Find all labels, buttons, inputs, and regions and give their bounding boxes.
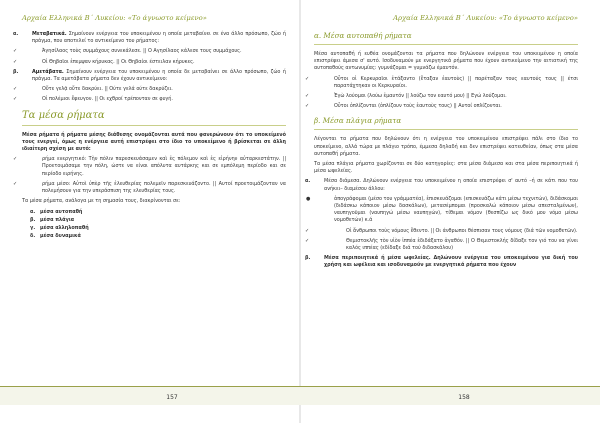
list-item [22,208,286,216]
example-line [13,48,286,55]
example-line [13,96,286,103]
example-text: Οὔτε γελᾷ οὔτε δακρύει. || Ούτε γελά ούτε δακρύζει. [42,86,173,93]
example-line [305,93,578,100]
section-title-autopathi: α. Μέσα αυτοπαθή ρήματα [314,31,412,40]
check-icon: ✓ [13,58,18,65]
types-intro: Τα μέσα ρήματα, ανάλογα με τη σημασία τους, διακρίνονται σε: [22,198,181,205]
example-text: Οἱ Θηβαῖοι ἐπεμψαν κήρυκας. || Οι Θηβαίοι έστειλαν κήρυκες. [42,58,195,65]
list-item [22,224,286,232]
example-line [305,103,578,110]
check-icon: ✓ [13,96,18,103]
section-b-text: Λέγονται τα ρήματα που δηλώνουν ότι η ενέργεια του υποκειμένου επιστρέφει πάλι στο ίδιο το υποκείμενο, αλλά τώρα με πλάγιο τρόπο, έμμεσα δηλαδή και δεν επιστρέφει κατευθείαν, όπως στα μέσα αυτοπαθή ρήματα. [314,136,578,157]
example-line [13,180,286,195]
check-icon: ✓ [305,93,310,100]
example-text: Οὗτοι ὁπλίζονται (ὁπλίζουν τοὺς ἑαυτοὺς τους) || Αυτοί οπλίζονται. [334,103,502,110]
check-icon: ✓ [13,48,18,55]
example-text: Ἐγὼ λούομαι (λούω ἐμαυτόν || λούζω τον εαυτό μου) || Εγώ λούζομαι. [334,93,507,100]
item-b-text: Σημαίνουν ενέργεια του υποκειμένου η οποία δε μεταβαίνει σε άλλο πρόσωπο, ζώο ή πράγμα. Τα αμετάβατα ρήματα δεν έχουν αντικείμενο: [32,68,286,83]
section-intro: Μέσα ρήματα ή ρήματα μέσης διάθεσης ονομάζονται αυτά που φανερώνουν ότι το υποκείμενό τους ενεργεί, όμως η ενέργεια αυτή επιστρέφει στο ίδιο το υποκείμενο ή βρίσκεται σε άλλη ιδιαίτερη σχέση με αυτό: [22,131,286,153]
item-a-text: Σημαίνουν ενέργεια του υποκειμένου η οποία μεταβαίνει σε ένα άλλο πρόσωπο, ζώο ή πράγμα, που αποτελεί το αντικείμενο του ρήματος: [32,31,286,45]
bullet-line [306,195,578,225]
bullet-text: ἀπογράφομαι (μέσο του γράμματέα), ἐπισκευάζομαι (επισκευάζω κάτι μέσω τεχνιτών), διδάσκομαι (διδάσκω κάποιον μέσω δασκάλων), μετασέμπομαι (προσκαλώ κάποιον μέσω απεσταλμένων), ναυπηγοῦμαι (ναυπηγώ μέσω ναυπηγών), τίθεμαι νόμον (θεσπίζω ως δικό μου νόμο μέσω νομοθετών) κ.ά [334,195,578,224]
check-icon: ✓ [305,237,310,244]
section-b-categories: Τα μέσα πλάγια ρήματα χωρίζονται σε δύο κατηγορίες: στα μέσα διάμεσα και στα μέσα περιποιητικά ή μέσα ωφελείας. [314,161,578,175]
list-label: μέσα αυτοπαθή [40,209,83,216]
item-b-text: Μέσα περιποιητικά ή μέσα ωφελείας. Δηλώνουν ενέργεια του υποκειμένου για δική του χρήση και ωφέλεια και ισοδυναμούν με ενεργητικά ρήματα που έχουν [324,255,578,269]
section-title-plagia: β. Μέσα πλάγια ρήματα [314,116,402,126]
item-a-title: Μεταβατικά. [32,31,67,37]
list-item [22,216,286,224]
item-b-marker: β. [305,255,311,262]
example-text: Θεμιστοκλῆς τὸν υἱὸν ἱππέα ἐδιδάξατο ἀγαθόν. || Ο Θεμιστοκλής δίδαξε τον γιό του να γίνει καλός ιππέας (εδίδαξε διά τού διδασκάλου) [346,237,578,252]
item-a-diamesa [305,178,578,192]
list-label: μέσα πλάγια [40,217,75,224]
example-text: Οὗτοι οἱ Κερκυραῖοι ἐτάξαντο (ἔταξαν ἑαυτοὺς) || παρέταξαν τους εαυτούς τους || έτσι παρατάχτηκαν οι Κερκυραίοι. [334,75,578,89]
list-marker: δ. [30,233,36,240]
example-text: ρήμα ενεργητικό: Τὴν πόλιν παρεσκευάσαμεν καὶ ἐς πόλεμον καὶ ἐς εἰρήνην αὐταρκεστάτην. || Προετοιμάσαμε την πόλη, ώστε να είναι απόλυτα αυτάρκης και σε εμπόλεμη περίοδο και σε περίοδο ειρήνης. [42,156,286,177]
example-line [305,227,578,235]
example-line [13,86,286,93]
item-a-marker: α. [305,178,311,185]
section-a-text: Μέσα αυτοπαθή ή ευθέα ονομάζονται τα ρήματα που δηλώνουν ενέργεια του υποκειμένου η οποία επιστρέφει άμεσα σ' αυτό. Ισοδυναμούν με ενεργητικά ρήματα που έχουν αντικείμενο την αιτιατική της αυτοπαθούς αντωνυμίας: γυμνάζομαι = γυμνάζω έμαυτόν. [314,51,578,72]
section-underline [22,125,286,126]
section-underline [314,129,578,130]
example-line [13,156,286,178]
left-running-title: Αρχαία Ελληνικά Β΄ Λυκείου: «Το άγνωστο κείμενο» [22,14,207,22]
right-running-title: Αρχαία Ελληνικά Β΄ Λυκείου: «Το άγνωστο κείμενο» [393,14,578,22]
bullet-icon: ● [306,195,311,202]
example-line [305,237,578,252]
list-label: μέσα αλληλοπαθή [40,225,89,232]
item-a-text: Μέσα διάμεσα. Δηλώνουν ενέργεια του υποκειμένου η οποία επιστρέφει σ' αυτό –ή σε κάτι που του ανήκει– διαμέσου άλλου: [324,178,578,192]
example-text: Οἱ ἄνθρωποι τοὺς νόμους ἔθεντο. || Οι άνθρωποι θέσπισαν τους νόμους (διά τῶν νομοθετῶν). [346,227,578,234]
right-page-number: 158 [458,394,470,401]
item-b-ametavata [13,68,286,83]
example-text: ρήμα μέσο: Αὐτοὶ ὑπὲρ τῆς ἐλευθερίας πολεμεῖν παρεσκευάζοντο. || Αυτοί προετοιμάζονταν να πολεμήσουν για την υπεράσπιση της ελευθερίας τους. [42,180,286,195]
example-text: Άγησίλαος τοὺς συμμάχους συνεκάλεσε. || Ο Αγησίλαος κάλεσε τους συμμάχους. [42,48,242,55]
list-item [22,232,286,240]
check-icon: ✓ [305,227,310,234]
item-b-periποιητικα [305,255,578,269]
check-icon: ✓ [13,156,18,163]
right-page [300,0,600,423]
list-marker: α. [30,209,36,216]
item-a-metavatika [13,31,286,45]
list-marker: γ. [30,225,36,232]
example-line [305,75,578,90]
list-marker: β. [30,217,36,224]
check-icon: ✓ [13,86,18,93]
example-line [13,58,286,66]
section-title-mesa-rimata: Τα μέσα ρήματα [22,109,105,121]
left-page-number: 157 [166,394,178,401]
item-a-marker: α. [13,31,19,37]
item-b-title: Αμετάβατα. [32,68,64,75]
example-text: Οἱ πολέμιοι ἔφευγον. || Οι εχθροί τρέπονταν σε φυγή. [42,96,173,103]
section-underline [314,44,578,45]
check-icon: ✓ [305,75,310,82]
check-icon: ✓ [13,180,18,187]
item-b-marker: β. [13,68,19,75]
list-label: μέσα δυναμικά [40,233,81,240]
check-icon: ✓ [305,103,310,110]
